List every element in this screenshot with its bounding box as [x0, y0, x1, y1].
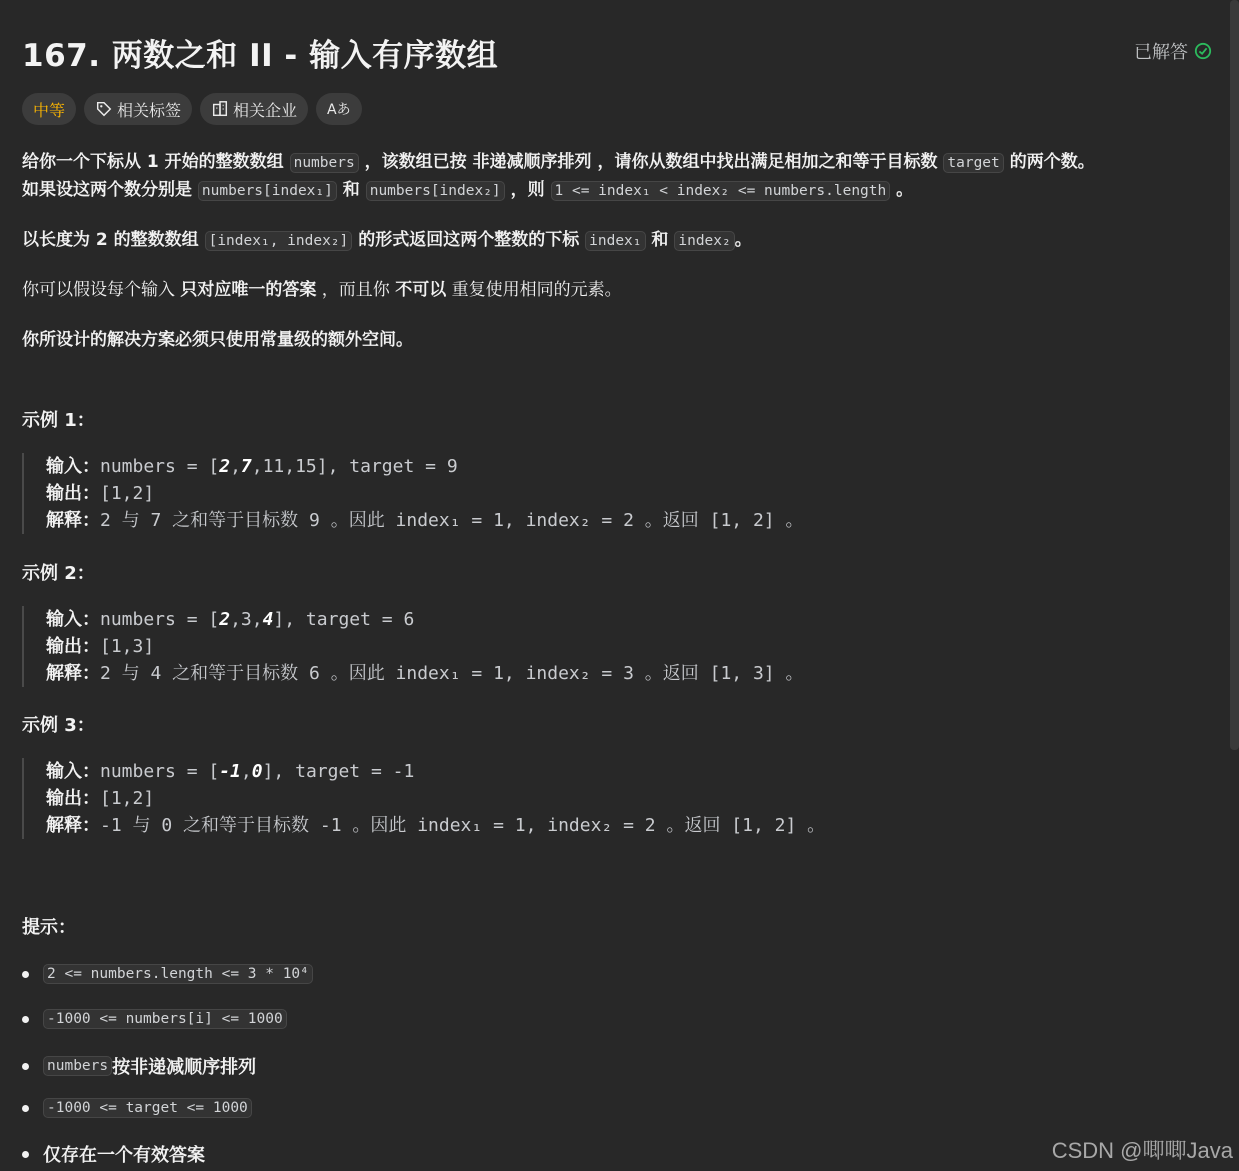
p4-bold-2: 不可以	[395, 280, 447, 300]
p1-code-target: target	[943, 153, 1003, 173]
example-1-explanation	[46, 507, 1046, 534]
explain-label: 解释：	[46, 663, 100, 684]
output-value: [1,3]	[100, 636, 155, 657]
p4-bold-1: 只对应唯一的答案	[180, 280, 317, 300]
description-paragraph-4	[22, 276, 622, 304]
hint-1-code: 2 <= numbers.length <= 3 * 10⁴	[43, 964, 313, 984]
example-3-input	[46, 758, 1046, 785]
hint-3-text-b: 排列	[220, 1057, 257, 1078]
hint-3-text-a: 按	[112, 1057, 131, 1078]
input-bold-2: 4	[262, 609, 274, 630]
input-pre: numbers = [	[100, 609, 220, 630]
p3-text-b: 的形式返回这两个整数的下标	[352, 230, 586, 250]
hint-item-3	[22, 1053, 256, 1079]
explain-text: 2 与 7 之和等于目标数 9 。因此 index₁ = 1, index₂ = 2 。返回 [1, 2] 。	[100, 510, 804, 531]
hint-2-code: -1000 <= numbers[i] <= 1000	[43, 1009, 287, 1029]
p1-text-d: 的两个数。	[1003, 152, 1095, 172]
p3-code-2: index₁	[585, 231, 645, 251]
explain-text: -1 与 0 之和等于目标数 -1 。因此 index₁ = 1, index₂ = 2 。返回 [1, 2] 。	[100, 815, 826, 836]
p3-code-1: [index₁, index₂]	[205, 231, 353, 251]
input-label: 输入：	[46, 456, 100, 477]
example-1-output	[46, 480, 1046, 507]
p2-code-2: numbers[index₂]	[366, 181, 505, 201]
hint-item-4	[22, 1098, 252, 1118]
hint-item-2	[22, 1009, 287, 1029]
description-paragraph-2	[22, 176, 913, 205]
example-2-block	[22, 606, 1046, 687]
p3-code-3: index₂	[674, 231, 734, 251]
input-sep: ,	[240, 761, 252, 782]
p1-text-c: ，请你从数组中找出满足相加之和等于目标数	[591, 152, 944, 172]
p1-text-b: ，该数组已按	[358, 152, 473, 172]
bullet-dot	[22, 1016, 29, 1023]
input-bold-1: -1	[219, 761, 241, 782]
output-value: [1,2]	[100, 483, 155, 504]
description-paragraph-3	[22, 226, 752, 255]
input-bold-2: 0	[251, 761, 263, 782]
related-companies-label: 相关企业	[233, 100, 298, 120]
input-sep: ,	[230, 456, 241, 477]
solved-status	[1134, 38, 1212, 64]
example-2-title: 示例 2：	[22, 563, 95, 584]
p1-text-a: 给你一个下标从 1 开始的整数数组	[22, 152, 290, 172]
input-post: ], target = 6	[273, 609, 415, 630]
related-tags-button[interactable]	[84, 93, 192, 125]
p3-text-d: 。	[734, 230, 752, 250]
input-post: ,11,15], target = 9	[251, 456, 458, 477]
example-1-block	[22, 453, 1046, 534]
example-3-block	[22, 758, 1046, 839]
example-3-title: 示例 3：	[22, 715, 95, 736]
p2-text-a: 如果设这两个数分别是	[22, 180, 198, 200]
input-label: 输入：	[46, 761, 100, 782]
watermark: CSDN @唧唧Java	[1051, 1138, 1233, 1163]
input-bold-1: 2	[219, 609, 231, 630]
input-pre: numbers = [	[100, 456, 220, 477]
output-label: 输出：	[46, 483, 100, 504]
translate-icon: Aあ	[327, 102, 351, 118]
tag-bar	[22, 93, 362, 125]
bullet-dot	[22, 971, 29, 978]
difficulty-badge[interactable]	[22, 93, 76, 125]
hints-title: 提示：	[22, 917, 76, 938]
p4-text-c: 重复使用相同的元素。	[446, 280, 622, 300]
p3-text-c: 和	[645, 230, 675, 250]
example-1-input	[46, 453, 1046, 480]
input-sep: ,3,	[230, 609, 263, 630]
related-tags-label: 相关标签	[117, 100, 182, 120]
related-companies-button[interactable]	[200, 93, 308, 125]
input-bold-2: 7	[240, 456, 252, 477]
input-bold-1: 2	[219, 456, 231, 477]
example-3-output	[46, 785, 1046, 812]
output-label: 输出：	[46, 788, 100, 809]
page-title: 167. 两数之和 II - 输入有序数组	[22, 38, 499, 74]
example-2-explanation	[46, 660, 1046, 687]
p2-text-c: ，则	[504, 180, 551, 200]
bullet-dot	[22, 1063, 29, 1070]
explain-label: 解释：	[46, 815, 100, 836]
scrollbar[interactable]	[1230, 0, 1239, 750]
output-value: [1,2]	[100, 788, 155, 809]
solved-label: 已解答	[1134, 42, 1188, 63]
example-1-title: 示例 1：	[22, 410, 95, 431]
p4-text-b: ，而且你	[316, 280, 396, 300]
description-paragraph-1	[22, 148, 1095, 177]
title-row	[22, 30, 1212, 74]
hint-3-bold: 非递减顺序	[130, 1057, 221, 1078]
example-2-input	[46, 606, 1046, 633]
input-post: ], target = -1	[262, 761, 415, 782]
hint-3-code: numbers	[43, 1056, 112, 1076]
explain-text: 2 与 4 之和等于目标数 6 。因此 index₁ = 1, index₂ = 3 。返回 [1, 3] 。	[100, 663, 804, 684]
hint-4-code: -1000 <= target <= 1000	[43, 1098, 252, 1118]
check-circle-icon	[1194, 42, 1212, 60]
p1-code-numbers: numbers	[290, 153, 359, 173]
example-3-explanation	[46, 812, 1046, 839]
p2-text-d: 。	[890, 180, 914, 200]
p2-text-b: 和	[336, 180, 366, 200]
input-pre: numbers = [	[100, 761, 220, 782]
tag-icon	[95, 100, 113, 118]
hint-item-1	[22, 964, 313, 984]
bullet-dot	[22, 1105, 29, 1112]
difficulty-label: 中等	[33, 100, 66, 120]
hint-5-text: 仅存在一个有效答案	[43, 1145, 205, 1166]
hint-item-5	[22, 1141, 205, 1167]
p4-text-a: 你可以假设每个输入	[22, 280, 181, 300]
example-2-output	[46, 633, 1046, 660]
explain-label: 解释：	[46, 510, 100, 531]
output-label: 输出：	[46, 636, 100, 657]
bullet-dot	[22, 1151, 29, 1158]
p3-text-a: 以长度为 2 的整数数组	[22, 230, 205, 250]
p2-code-1: numbers[index₁]	[198, 181, 337, 201]
translate-button[interactable]	[316, 93, 362, 125]
input-label: 输入：	[46, 609, 100, 630]
description-paragraph-5	[22, 326, 413, 354]
building-icon	[211, 100, 229, 118]
p5-text: 你所设计的解决方案必须只使用常量级的额外空间。	[22, 330, 413, 350]
p1-bold: 非递减顺序排列	[472, 152, 592, 172]
p2-code-3: 1 <= index₁ < index₂ <= numbers.length	[551, 181, 891, 201]
